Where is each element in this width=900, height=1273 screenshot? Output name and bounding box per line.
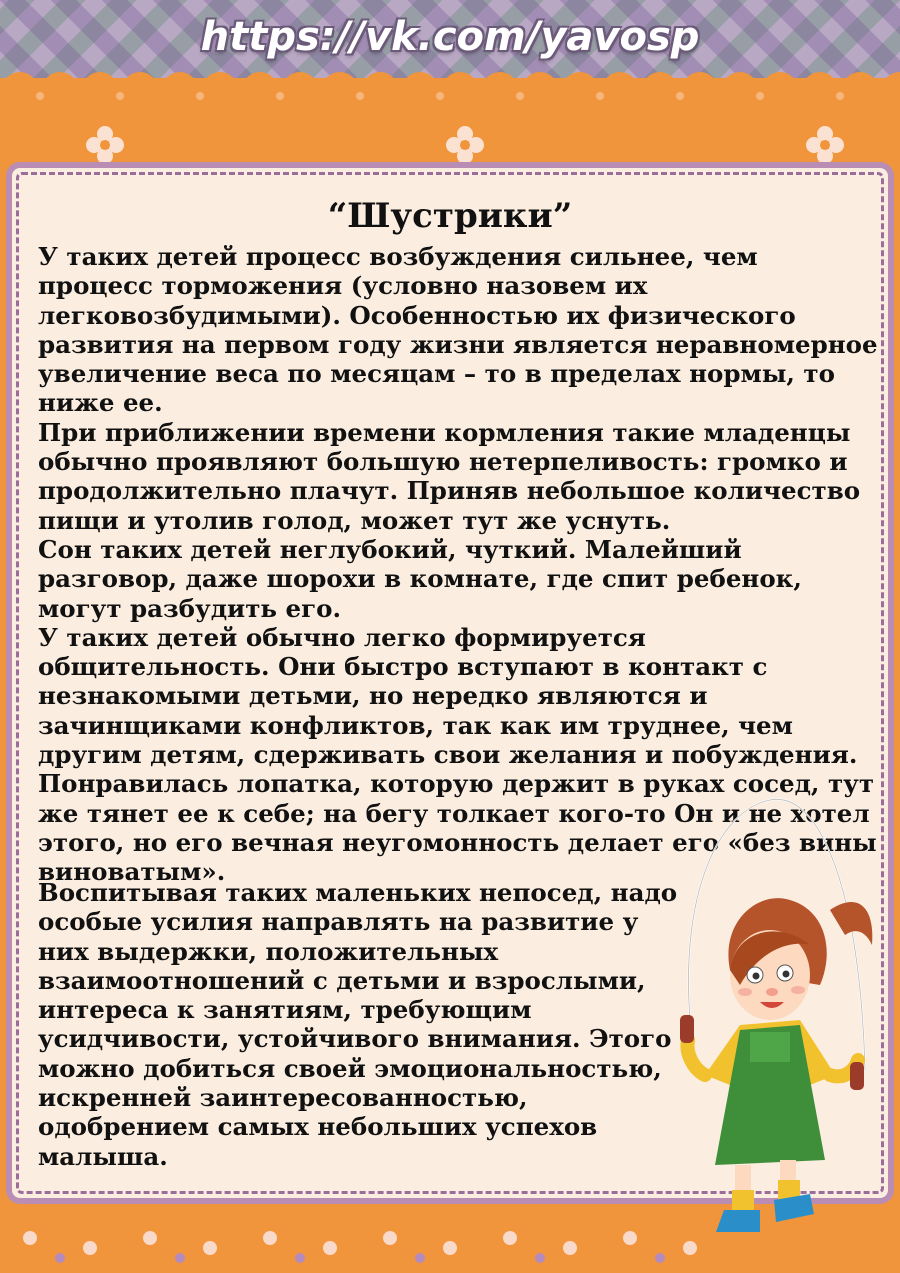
flower-decoration-mid — [445, 125, 485, 165]
paragraph: При приближении времени кормления такие младенцы обычно проявляют большую нетерпеливость: громко и продолжительно плачут. Приняв небольшое количество пищи и утолив голод, может тут же уснуть. — [38, 417, 861, 535]
advice-paragraph: Воспитывая таких маленьких непосед, надо особые усилия направлять на развитие у них выдержки, положительных взаимоотношений с детьми и взрослыми, интереса к занятиям, требующим усидчивости, устойчивого внимания. Этого можно добиться своей эмоциональностью, искренней заинтересованностью, одобрением самых небольших успехов малыша. — [38, 878, 678, 1171]
paragraph: У таких детей обычно легко формируется общительность. Они быстро вступают в контакт с незнакомыми детьми, но нередко являются и зачинщиками конфликтов, так как им труднее, чем другим детям, сдерживать свои желания и побуждения. Понравилась лопатка, которую держит в руках сосед, тут же тянет ее к себе; на бегу толкает кого-то Он и не хотел этого, но его вечная неугомонность делает его «без вины виноватым». — [38, 622, 877, 887]
girl-jump-rope-illustration — [660, 770, 890, 1250]
page-title: “Шустрики” — [327, 196, 573, 236]
flower-decoration-left — [85, 125, 125, 165]
paragraph: У таких детей процесс возбуждения сильнее, чем процесс торможения (условно назовем их легковозбудимыми). Особенностью их физического развития на первом году жизни является неравномерное увеличение веса по месяцам – то в пределах нормы, то ниже ее. — [38, 242, 878, 418]
flower-decoration-right — [805, 125, 845, 165]
paragraph: Сон таких детей неглубокий, чуткий. Малейший разговор, даже шорохи в комнате, где спит ребенок, могут разбудить его. — [38, 534, 802, 623]
lace-top-decoration — [0, 70, 900, 110]
header-url: https://vk.com/yavosp — [200, 14, 700, 60]
